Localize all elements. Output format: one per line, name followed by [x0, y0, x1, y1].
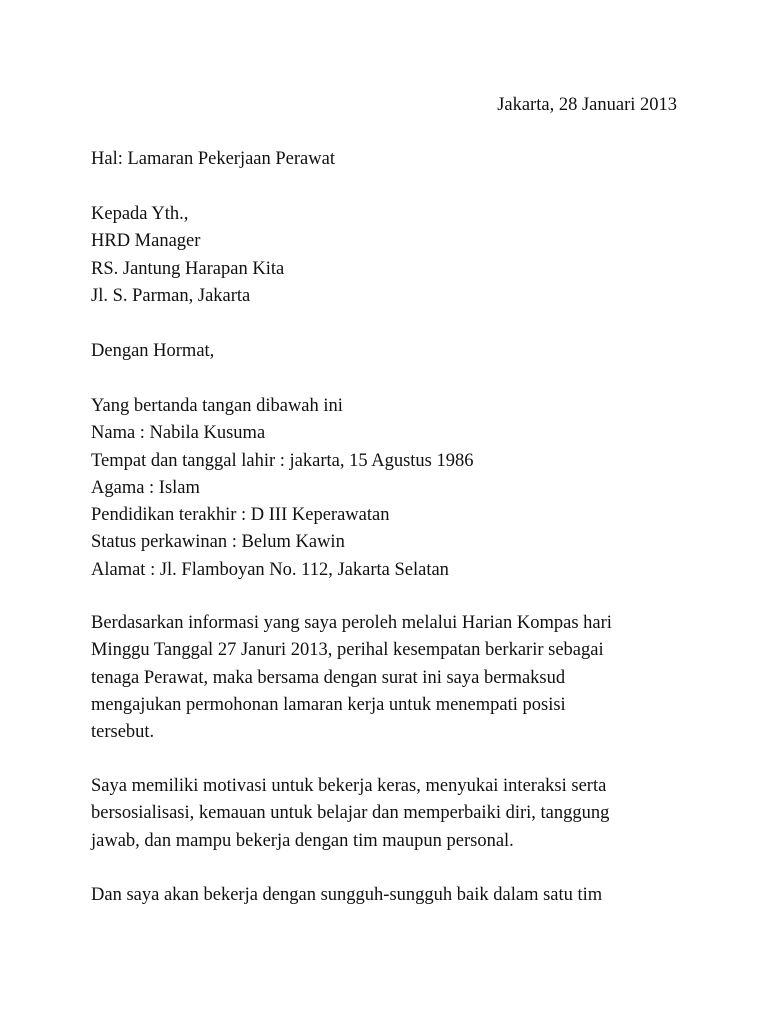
paragraph-commitment: [91, 882, 691, 909]
paragraph-line: mengajukan permohonan lamaran kerja untuk menempati posisi: [91, 694, 566, 715]
paragraph-application-purpose: [91, 610, 691, 746]
identity-address: Alamat : Jl. Flamboyan No. 112, Jakarta Selatan: [91, 559, 449, 580]
recipient-block: [91, 201, 691, 310]
applicant-identity-block: [91, 393, 691, 584]
greeting-line: Dengan Hormat,: [91, 341, 215, 361]
identity-name: Nama : Nabila Kusuma: [91, 423, 266, 444]
paragraph-line: Saya memiliki motivasi untuk bekerja keras, menyukai interaksi serta: [91, 776, 607, 796]
paragraph-line: tersebut.: [91, 722, 155, 743]
recipient-organization: RS. Jantung Harapan Kita: [91, 258, 285, 279]
subject-line: Hal: Lamaran Pekerjaan Perawat: [91, 149, 335, 169]
paragraph-line: Berdasarkan informasi yang saya peroleh melalui Harian Kompas hari: [91, 613, 612, 633]
paragraph-motivation: [91, 773, 691, 855]
paragraph-line: jawab, dan mampu bekerja dengan tim maupun personal.: [91, 830, 514, 851]
recipient-position: HRD Manager: [91, 231, 201, 252]
identity-education: Pendidikan terakhir : D III Keperawatan: [91, 505, 390, 526]
recipient-salutation: Kepada Yth.,: [91, 204, 189, 224]
identity-intro: Yang bertanda tangan dibawah ini: [91, 396, 343, 416]
identity-birth: Tempat dan tanggal lahir : jakarta, 15 Agustus 1986: [91, 450, 474, 471]
paragraph-line: Dan saya akan bekerja dengan sungguh-sungguh baik dalam satu tim: [91, 885, 603, 905]
letter-subject: [91, 146, 691, 173]
identity-religion: Agama : Islam: [91, 477, 200, 498]
identity-marital-status: Status perkawinan : Belum Kawin: [91, 532, 345, 553]
letter-date: Jakarta, 28 Januari 2013: [497, 95, 677, 115]
paragraph-line: tenaga Perawat, maka bersama dengan surat ini saya bermaksud: [91, 667, 566, 688]
recipient-address: Jl. S. Parman, Jakarta: [91, 285, 251, 306]
paragraph-line: Minggu Tanggal 27 Januri 2013, perihal kesempatan berkarir sebagai: [91, 640, 604, 661]
paragraph-line: bersosialisasi, kemauan untuk belajar dan memperbaiki diri, tanggung: [91, 803, 610, 824]
greeting-block: [91, 338, 691, 365]
